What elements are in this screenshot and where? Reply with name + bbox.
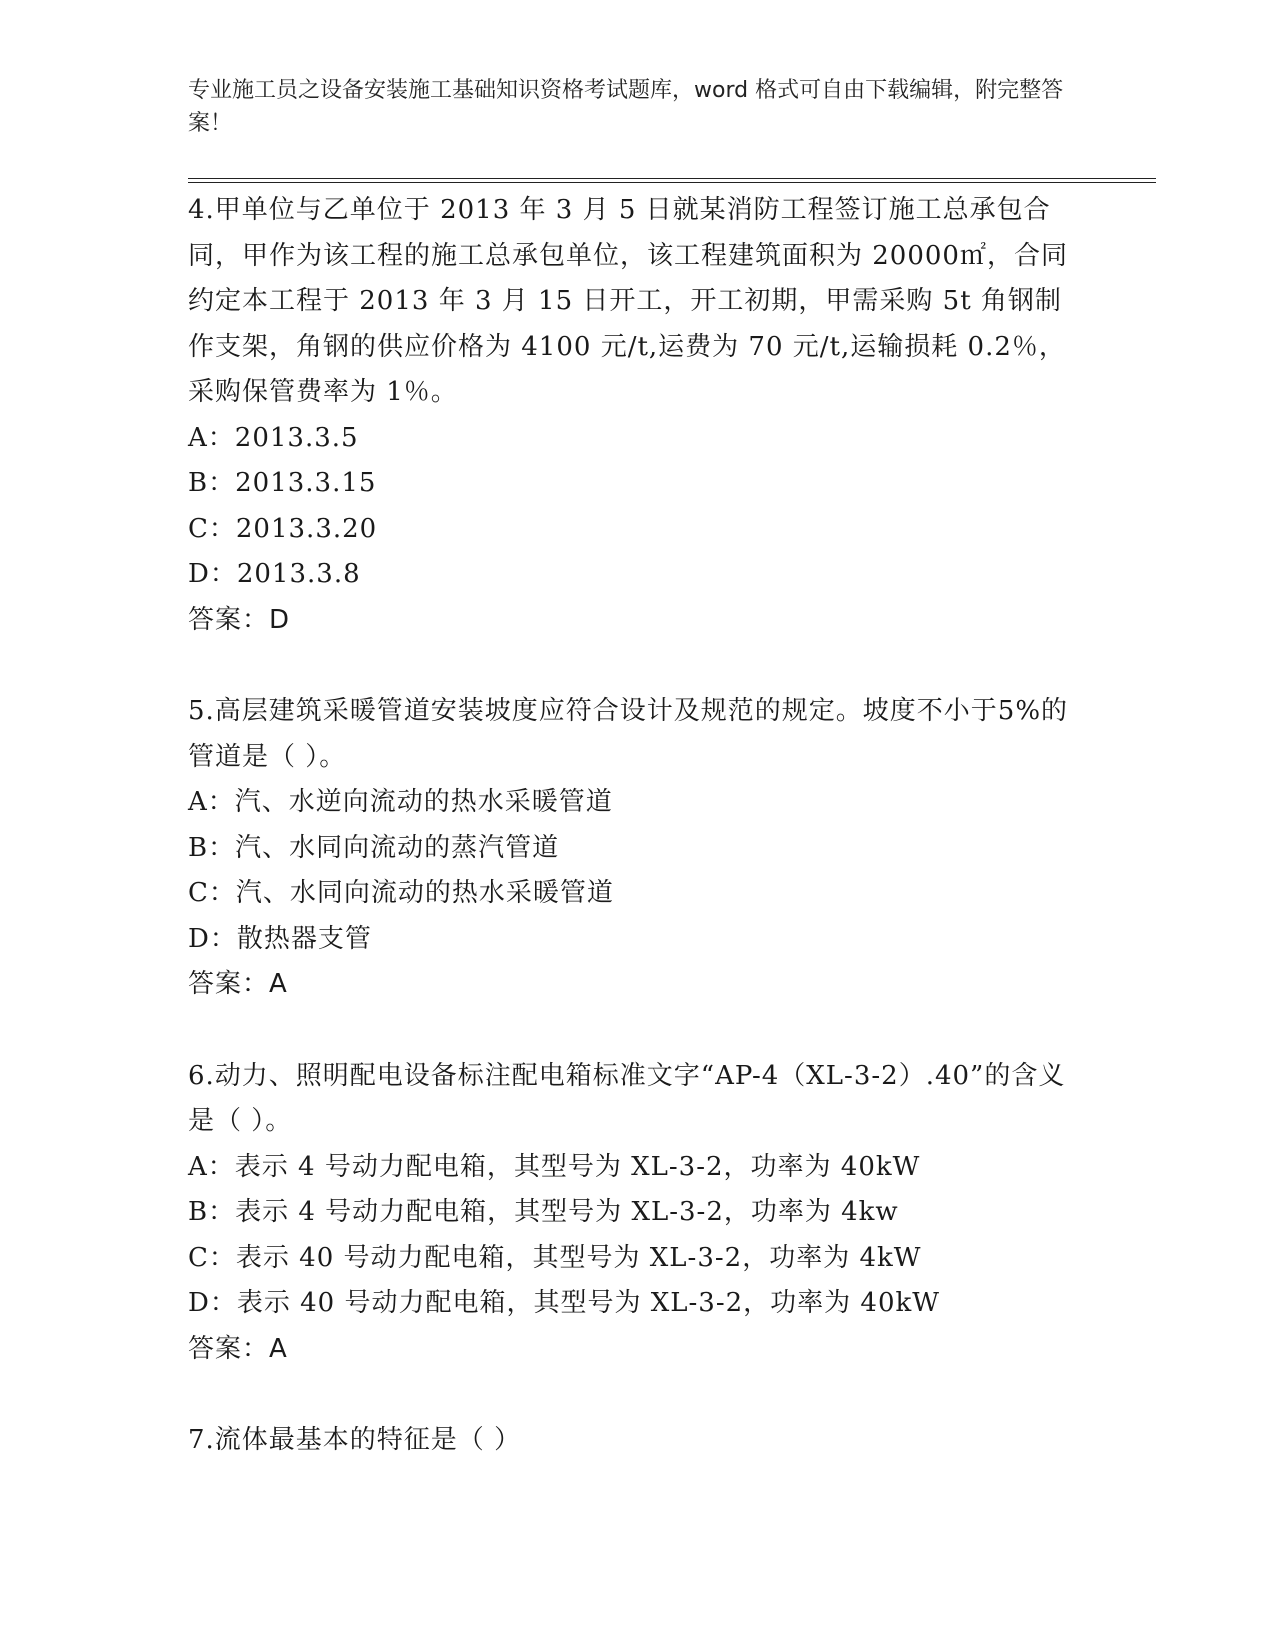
option-b: B：汽、水同向流动的蒸汽管道 bbox=[188, 832, 560, 863]
option-a: A：表示 4 号动力配电箱，其型号为 XL-3-2，功率为 40kW bbox=[188, 1151, 921, 1182]
question-7 bbox=[188, 1418, 1088, 1464]
option-d: D：表示 40 号动力配电箱，其型号为 XL-3-2，功率为 40kW bbox=[188, 1288, 940, 1318]
option-d: D：2013.3.8 bbox=[188, 559, 361, 589]
question-spacer bbox=[188, 1372, 1088, 1418]
header-double-rule bbox=[188, 178, 1156, 183]
option-a: A：2013.3.5 bbox=[188, 422, 359, 453]
option-a: A：汽、水逆向流动的热水采暖管道 bbox=[188, 787, 613, 817]
question-text: 6.动力、照明配电设备标注配电箱标准文字“AP-4（XL-3-2）.40”的含义是（ ）。 bbox=[188, 1060, 1066, 1136]
question-6 bbox=[188, 1054, 1088, 1373]
option-b: B：表示 4 号动力配电箱，其型号为 XL-3-2，功率为 4kw bbox=[188, 1197, 899, 1227]
answer-line: 答案：A bbox=[188, 969, 288, 999]
option-d: D：散热器支管 bbox=[188, 923, 372, 954]
question-spacer bbox=[188, 643, 1088, 689]
question-text: 5.高层建筑采暖管道安装坡度应符合设计及规范的规定。坡度不小于5%的管道是（ ）。 bbox=[188, 696, 1069, 772]
option-c: C：2013.3.20 bbox=[188, 513, 378, 544]
option-c: C：汽、水同向流动的热水采暖管道 bbox=[188, 878, 614, 908]
option-b: B：2013.3.15 bbox=[188, 468, 377, 498]
question-list bbox=[188, 188, 1088, 1464]
document-header: 专业施工员之设备安装施工基础知识资格考试题库，word 格式可自由下载编辑，附完整答案！ bbox=[188, 78, 1064, 136]
option-c: C：表示 40 号动力配电箱，其型号为 XL-3-2，功率为 4kW bbox=[188, 1242, 922, 1273]
answer-line: 答案：A bbox=[188, 1333, 288, 1364]
question-text: 4.甲单位与乙单位于 2013 年 3 月 5 日就某消防工程签订施工总承包合同，甲作为该工程的施工总承包单位，该工程建筑面积为 20000㎡，合同约定本工程于 2013 年 3 月 15 日开工，开工初期，甲需采购 5t 角钢制作支架，角钢的供应价格为 4100 元/t,运费为 70 元/t,运输损耗 0.2％，采购保管费率为 1％。 bbox=[188, 195, 1068, 407]
question-spacer bbox=[188, 1008, 1088, 1054]
question-5 bbox=[188, 689, 1088, 1008]
answer-line: 答案：D bbox=[188, 604, 291, 635]
question-text: 7.流体最基本的特征是（ ） bbox=[188, 1425, 522, 1455]
question-4 bbox=[188, 188, 1088, 643]
